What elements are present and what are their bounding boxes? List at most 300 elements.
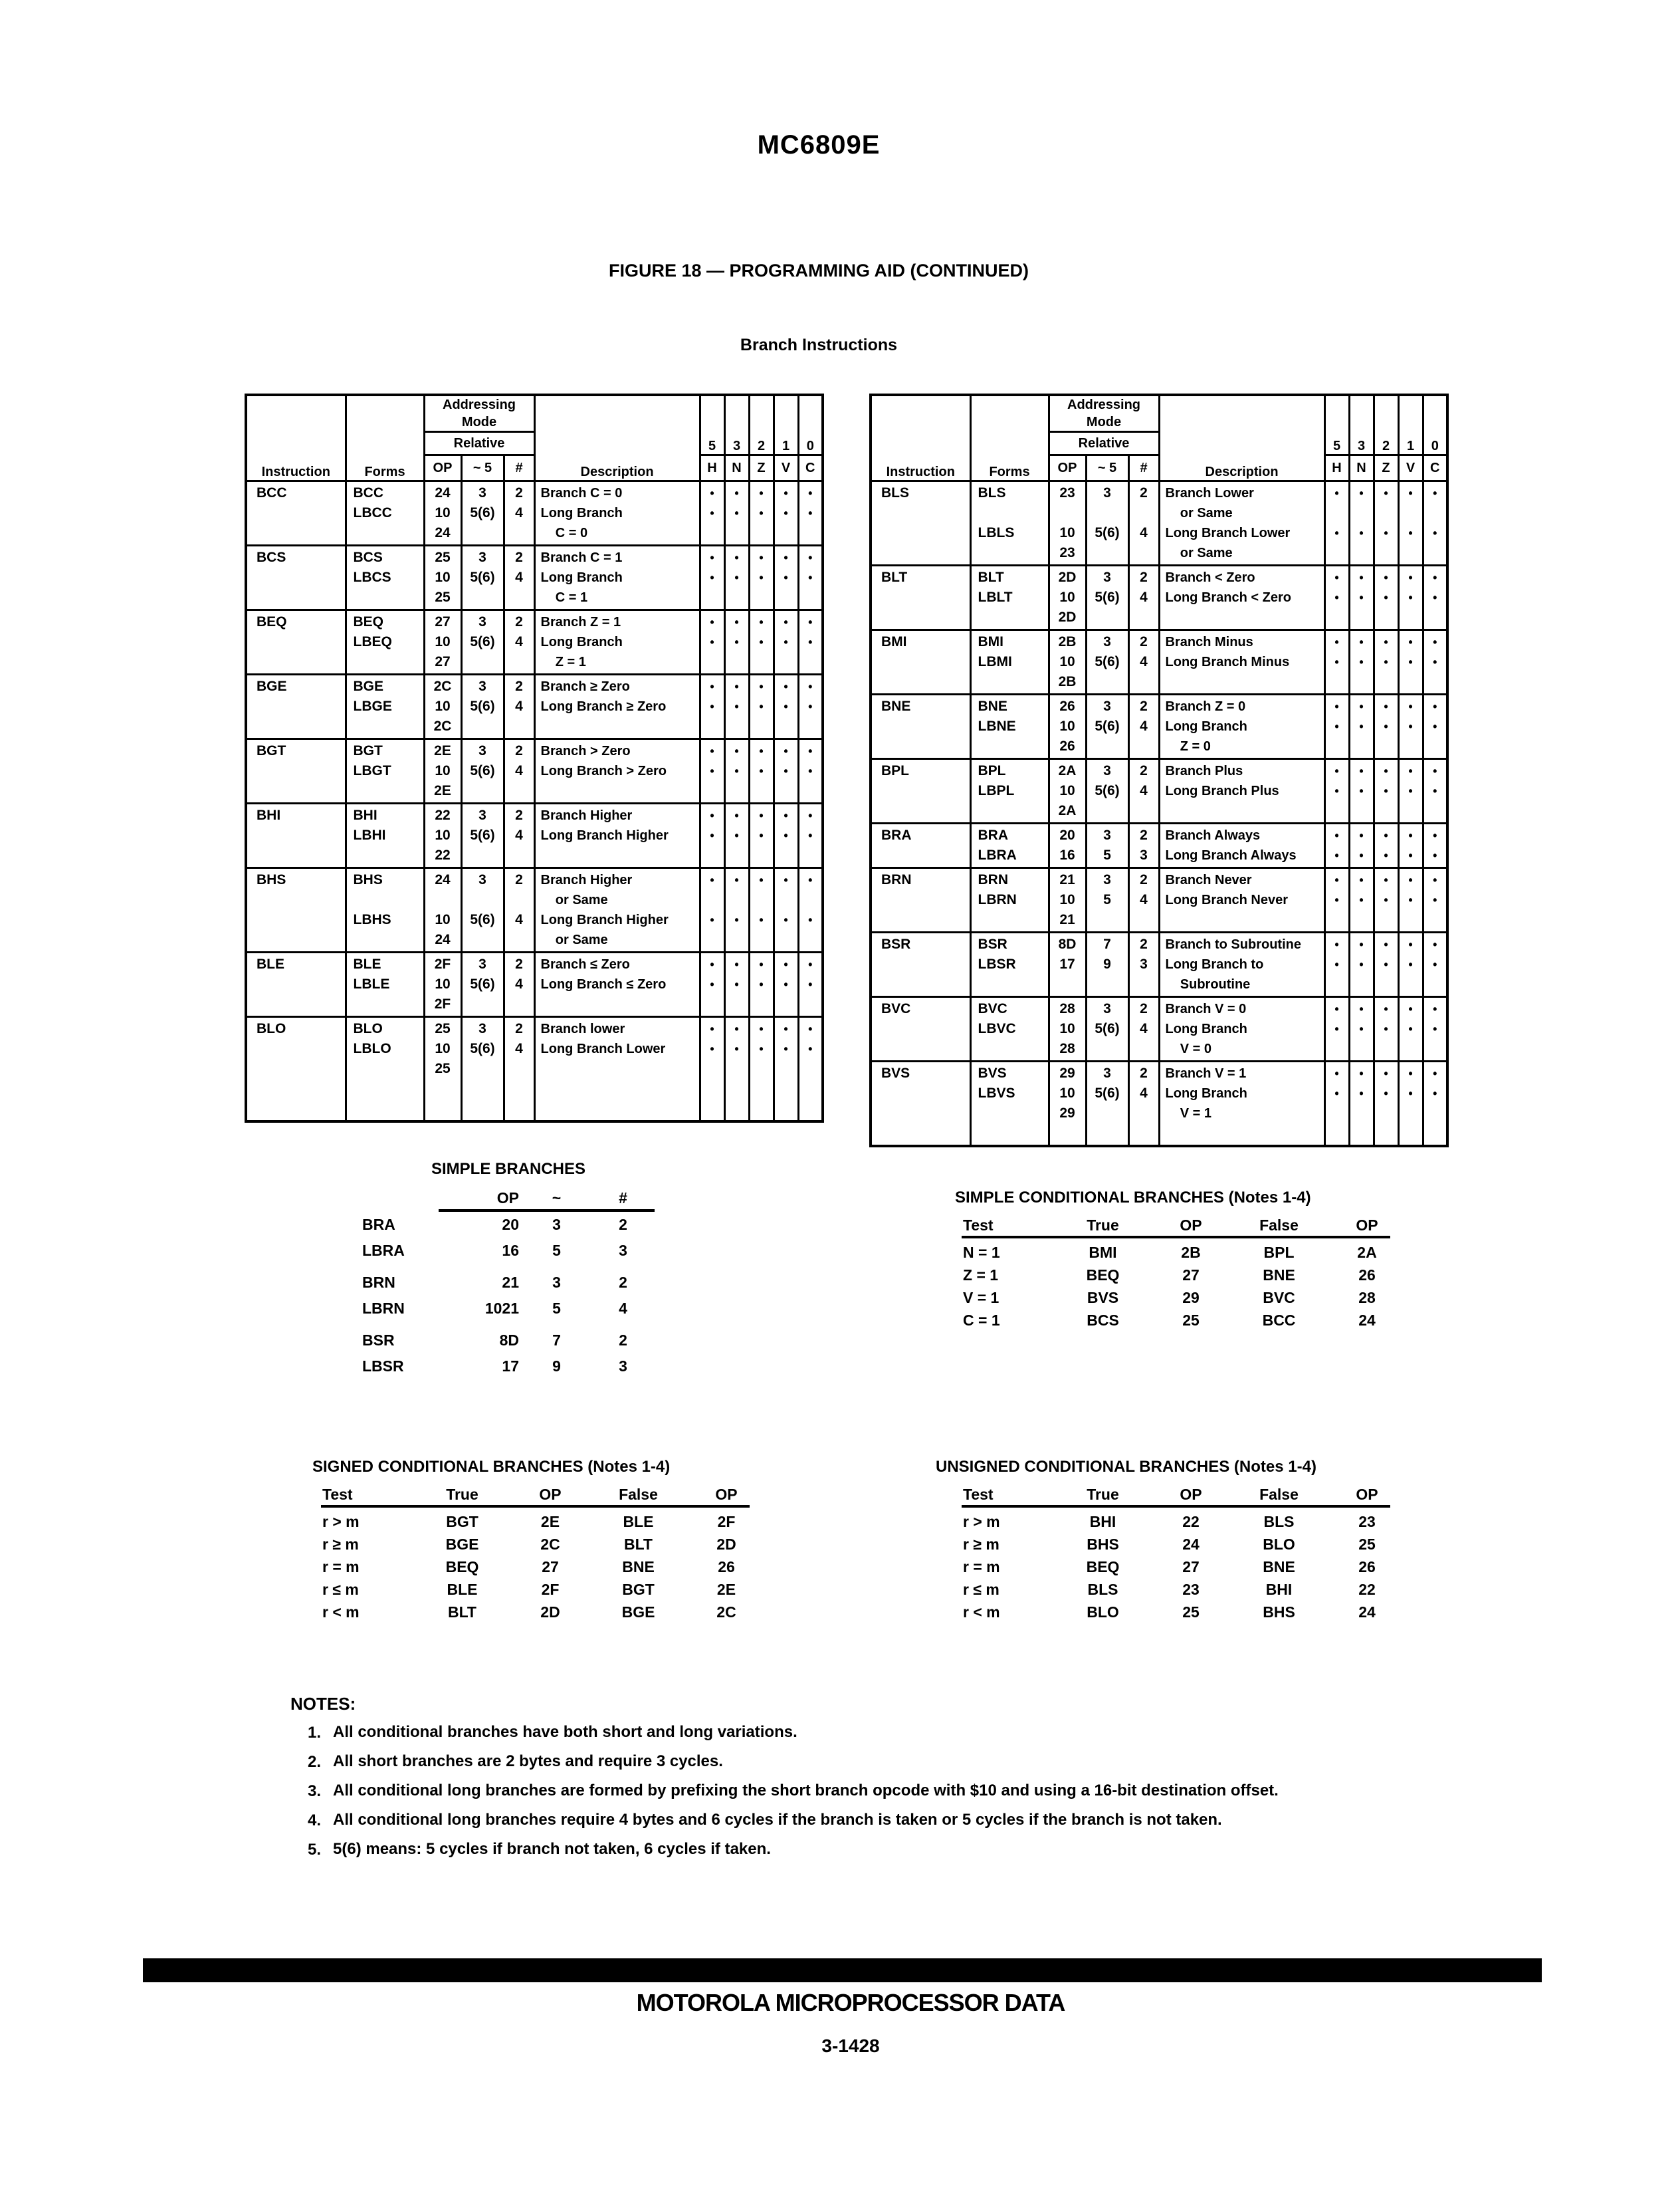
cond-cell: BLE (447, 1581, 478, 1598)
simple-branches-col-header: OP (439, 1188, 522, 1212)
cc-dot: • (1433, 700, 1437, 713)
cc-dot: • (710, 809, 714, 822)
cell-bytes: 2 4 (504, 675, 534, 739)
cc-dot: • (710, 551, 714, 564)
simple-conditional-branches-table (955, 1189, 1420, 1331)
cell-description: Branch Z = 1 Long Branch Z = 1 (534, 610, 700, 675)
unsigned-conditional-branches-table (936, 1458, 1420, 1623)
cell-description: Branch lower Long Branch Lower (534, 1017, 700, 1122)
cc-dot (1326, 737, 1348, 756)
cell-cc-flag (1398, 997, 1423, 1062)
cell-cycles: 3 5(6) (461, 546, 504, 610)
cc-dot: • (734, 809, 739, 822)
cell-cycles: 3 5(6) (461, 868, 504, 953)
cc-dot: • (784, 487, 788, 500)
col-header-bytes: # (504, 455, 534, 481)
cell-bytes: 2 4 (504, 953, 534, 1017)
cc-dot: • (784, 700, 788, 713)
col-header-forms: Forms (970, 395, 1049, 481)
cc-dot: • (1408, 893, 1413, 907)
cond-cell: BVC (1263, 1289, 1295, 1306)
simple-branches-cell: 8D (499, 1331, 519, 1349)
cell-cc-flag (749, 1017, 774, 1122)
cc-dot: • (1408, 958, 1413, 971)
cc-dot: • (784, 764, 788, 778)
cell-bytes: 2 4 (1128, 868, 1159, 933)
cell-instruction: BSR (871, 933, 970, 997)
simple-branches-cell: BRN (362, 1274, 395, 1291)
cc-dot: • (808, 913, 813, 927)
cc-dot (701, 890, 724, 910)
cond-cell: BNE (622, 1558, 655, 1575)
cell-instruction: BLO (246, 1017, 346, 1122)
cond-cell: 2D (540, 1603, 560, 1621)
cell-cc-flag (774, 1017, 798, 1122)
cell-cc-flag (1349, 481, 1374, 566)
cell-cc-flag (1398, 481, 1423, 566)
cell-cc-flag (1398, 630, 1423, 695)
cell-cycles: 3 5(6) (461, 675, 504, 739)
unsigned-conditional-branches-grid (962, 1485, 1420, 1504)
cc-dot (701, 1099, 724, 1119)
simple-branches-title: SIMPLE BRANCHES (431, 1160, 586, 1178)
cell-cc-flag (774, 546, 798, 610)
cc-dot: • (1384, 700, 1388, 713)
cc-dot: • (1433, 938, 1437, 951)
cell-op: 27 10 27 (424, 610, 461, 675)
cell-cc-flag (724, 610, 749, 675)
cell-op: 2F 10 2F (424, 953, 461, 1017)
cell-cc-flag (774, 868, 798, 953)
cc-dot (799, 523, 822, 543)
cell-description: Branch Higher or Same Long Branch Higher or Same (534, 868, 700, 953)
cell-instruction: BCS (246, 546, 346, 610)
cc-dot: • (734, 616, 739, 629)
cc-dot: • (808, 764, 813, 778)
cond-cell: BPL (1263, 1244, 1295, 1261)
cc-dot (1400, 975, 1422, 994)
cc-dot (1375, 910, 1398, 930)
cell-cc-flag (749, 546, 774, 610)
cond-cell: 24 (1358, 1312, 1376, 1329)
cc-dot: • (1334, 764, 1339, 778)
cond-cell: 2E (540, 1513, 560, 1530)
cell-cc-flag (1423, 1062, 1447, 1147)
cc-dot: • (734, 680, 739, 693)
cc-dot: • (808, 551, 813, 564)
cell-cc-flag (798, 481, 823, 546)
cond-cell: BGE (621, 1603, 655, 1621)
cc-dot: • (1334, 1002, 1339, 1016)
cc-dot (726, 1059, 748, 1079)
cell-cc-flag (774, 675, 798, 739)
cc-dot: • (1334, 487, 1339, 500)
cond-cell: Z = 1 (963, 1266, 999, 1284)
simple-branches-cell: 3 (619, 1242, 627, 1259)
cc-dot (750, 781, 773, 801)
cell-cc-flag (700, 953, 724, 1017)
note-text: All short branches are 2 bytes and require 3 cycles. (333, 1752, 723, 1770)
cond-cell: 2F (717, 1513, 736, 1530)
cell-bytes: 2 4 (504, 481, 534, 546)
cc-dot: • (710, 1042, 714, 1056)
cc-dot: • (710, 978, 714, 991)
cell-instruction: BLE (246, 953, 346, 1017)
cond-cell: BNE (1263, 1558, 1295, 1575)
cc-dot: • (1408, 764, 1413, 778)
cell-instruction: BHS (246, 868, 346, 953)
cond-cell: 2E (716, 1581, 736, 1598)
cond-col-header: OP (539, 1486, 562, 1503)
simple-conditional-branches-grid (962, 1216, 1420, 1234)
cell-op: 26 10 26 (1049, 695, 1086, 759)
notes-section (290, 1694, 1626, 1870)
cell-description: Branch > Zero Long Branch > Zero (534, 739, 700, 804)
cond-cell: r > m (963, 1513, 1000, 1530)
cell-bytes: 2 4 (1128, 695, 1159, 759)
cc-dot: • (784, 680, 788, 693)
cell-forms: BCC LBCC (346, 481, 424, 546)
cc-dot (750, 1079, 773, 1099)
cc-dot: • (710, 873, 714, 887)
cond-cell: 23 (1182, 1581, 1200, 1598)
cond-cell: 25 (1358, 1536, 1376, 1553)
col-header-addressing-mode: Addressing Mode (424, 395, 534, 432)
cond-cell: 27 (542, 1558, 559, 1575)
cc-dot (1350, 910, 1373, 930)
cc-dot: • (1408, 1067, 1413, 1080)
cc-dot (1375, 503, 1398, 523)
cc-dot: • (1359, 829, 1364, 842)
cell-cc-flag (1423, 824, 1447, 868)
col-header-flag: V (1398, 455, 1423, 481)
cc-dot (1326, 543, 1348, 563)
cc-dot: • (1359, 1087, 1364, 1100)
col-header-flag: H (1324, 455, 1349, 481)
cell-cc-flag (1324, 759, 1349, 824)
cc-dot (1400, 1123, 1422, 1143)
cond-cell: BLT (623, 1536, 653, 1553)
cc-dot: • (759, 551, 764, 564)
cell-cc-flag (749, 739, 774, 804)
cc-dot: • (784, 507, 788, 520)
cc-dot: • (1384, 655, 1388, 669)
cell-cc-flag (700, 868, 724, 953)
cell-cycles: 3 5(6) (461, 953, 504, 1017)
cell-forms: BLS LBLS (970, 481, 1049, 566)
cc-dot (1350, 608, 1373, 628)
cc-dot: • (784, 809, 788, 822)
col-header-flag: C (798, 455, 823, 481)
cc-dot (726, 717, 748, 737)
cell-forms: BVC LBVC (970, 997, 1049, 1062)
cell-cc-flag (700, 1017, 724, 1122)
simple-branches-cell: 9 (552, 1357, 561, 1375)
instruction-row-BRA (871, 824, 1447, 868)
cc-dot: • (759, 1042, 764, 1056)
footer-divider-bar (143, 1958, 1542, 1982)
cond-cell: V = 1 (963, 1289, 999, 1306)
cc-dot (1326, 1123, 1348, 1143)
cc-dot (1400, 910, 1422, 930)
cc-dot (799, 588, 822, 608)
cc-dot: • (1334, 655, 1339, 669)
cc-dot: • (1408, 591, 1413, 604)
cc-dot: • (1408, 526, 1413, 540)
cc-dot: • (1334, 526, 1339, 540)
cc-dot: • (1433, 720, 1437, 733)
unsigned-conditional-branches-title: UNSIGNED CONDITIONAL BRANCHES (Notes 1-4) (936, 1458, 1316, 1476)
cc-dot (726, 930, 748, 950)
cc-dot: • (808, 873, 813, 887)
cell-cc-flag (1349, 997, 1374, 1062)
cc-dot (726, 781, 748, 801)
cc-dot: • (710, 745, 714, 758)
cell-cc-flag (724, 804, 749, 868)
cond-cell: 2C (716, 1603, 736, 1621)
cc-dot: • (1334, 938, 1339, 951)
cc-dot (1400, 503, 1422, 523)
cc-dot: • (1334, 958, 1339, 971)
col-header-instruction: Instruction (246, 395, 346, 481)
cc-dot (726, 523, 748, 543)
cc-dot: • (1359, 958, 1364, 971)
instruction-row-BCS (246, 546, 823, 610)
cond-cell: 25 (1182, 1312, 1200, 1329)
cc-dot: • (1384, 893, 1388, 907)
cond-cell: r ≥ m (322, 1536, 359, 1553)
cc-dot (799, 930, 822, 950)
cc-dot: • (759, 764, 764, 778)
cell-cc-flag (1398, 759, 1423, 824)
cc-dot: • (1433, 1067, 1437, 1080)
cc-dot: • (734, 1022, 739, 1036)
cc-dot: • (1334, 849, 1339, 862)
cell-cc-flag (1423, 566, 1447, 630)
cond-cell: 24 (1358, 1603, 1376, 1621)
cc-dot (775, 588, 797, 608)
cc-dot (701, 994, 724, 1014)
col-header-cycles: ~ 5 (1086, 455, 1128, 481)
cond-cell: 24 (1182, 1536, 1200, 1553)
cc-dot (1326, 1039, 1348, 1059)
cc-dot: • (1384, 487, 1388, 500)
cc-dot: • (1359, 655, 1364, 669)
cell-op: 25 10 25 (424, 546, 461, 610)
cond-cell: r > m (322, 1513, 360, 1530)
cc-dot: • (710, 571, 714, 584)
simple-branches-grid (362, 1188, 658, 1379)
cond-cell: BMI (1089, 1244, 1117, 1261)
cond-cell: 29 (1182, 1289, 1200, 1306)
instruction-row-BGE (246, 675, 823, 739)
cond-cell: 2B (1181, 1244, 1201, 1261)
cell-op: 23 10 23 (1049, 481, 1086, 566)
cc-dot (775, 1059, 797, 1079)
cond-cell: N = 1 (963, 1244, 1000, 1261)
note-text: 5(6) means: 5 cycles if branch not taken, 6 cycles if taken. (333, 1840, 771, 1858)
instruction-row-BLE (246, 953, 823, 1017)
cell-bytes: 2 4 (504, 739, 534, 804)
simple-branches-cell: LBRA (362, 1242, 405, 1259)
cell-description: Branch V = 1 Long Branch V = 1 (1159, 1062, 1324, 1147)
cell-forms: BNE LBNE (970, 695, 1049, 759)
note-number: 1. (307, 1724, 321, 1742)
cc-dot: • (1384, 1087, 1388, 1100)
simple-branches-cell: 2 (619, 1274, 627, 1291)
cond-cell: BHS (1263, 1603, 1295, 1621)
cond-cell: BHS (1087, 1536, 1119, 1553)
cell-forms: BHS LBHS (346, 868, 424, 953)
cell-bytes: 2 4 (504, 546, 534, 610)
cell-description: Branch C = 1 Long Branch C = 1 (534, 546, 700, 610)
cc-dot (1424, 1039, 1447, 1059)
page-title: MC6809E (757, 130, 881, 160)
cell-instruction: BGT (246, 739, 346, 804)
cell-cc-flag (774, 739, 798, 804)
col-header-flag-bit: 3 (1349, 395, 1374, 455)
cc-dot: • (1359, 526, 1364, 540)
cc-dot: • (710, 829, 714, 842)
cc-dot: • (808, 829, 813, 842)
cell-forms: BRN LBRN (970, 868, 1049, 933)
cell-cc-flag (1349, 933, 1374, 997)
cc-dot: • (1433, 849, 1437, 862)
cc-dot (701, 930, 724, 950)
cell-instruction: BVC (871, 997, 970, 1062)
cc-dot (1326, 975, 1348, 994)
cc-dot (1375, 975, 1398, 994)
cc-dot: • (1384, 571, 1388, 584)
cc-dot (1350, 1123, 1373, 1143)
cc-dot: • (734, 978, 739, 991)
cc-dot (799, 717, 822, 737)
cc-dot: • (1334, 635, 1339, 649)
cell-op: 2E 10 2E (424, 739, 461, 804)
cc-dot: • (1359, 849, 1364, 862)
cell-cc-flag (1374, 566, 1398, 630)
cc-dot (1326, 608, 1348, 628)
cell-cc-flag (1423, 868, 1447, 933)
cond-col-header: False (1259, 1486, 1299, 1503)
cond-cell: BHI (1265, 1581, 1293, 1598)
cc-dot (1375, 801, 1398, 821)
instruction-row-BMI (871, 630, 1447, 695)
simple-branches-cell: 5 (552, 1242, 561, 1259)
cc-dot: • (734, 571, 739, 584)
cc-dot: • (1408, 938, 1413, 951)
cc-dot: • (759, 873, 764, 887)
instruction-row-BHI (246, 804, 823, 868)
cell-cc-flag (1324, 824, 1349, 868)
cc-dot: • (1433, 487, 1437, 500)
cond-cell: 27 (1182, 1266, 1200, 1284)
notes-list (290, 1724, 1626, 1859)
cell-instruction: BEQ (246, 610, 346, 675)
cell-cc-flag (1349, 824, 1374, 868)
cond-cell: 22 (1182, 1513, 1200, 1530)
cc-dot: • (734, 700, 739, 713)
cc-dot (750, 717, 773, 737)
cell-cc-flag (749, 610, 774, 675)
cell-cc-flag (774, 481, 798, 546)
cc-dot (1350, 543, 1373, 563)
cc-dot: • (808, 680, 813, 693)
cell-forms: BCS LBCS (346, 546, 424, 610)
cell-cc-flag (1374, 630, 1398, 695)
signed-conditional-branches-rows (321, 1510, 780, 1623)
cc-dot: • (1433, 655, 1437, 669)
cc-dot (1375, 737, 1398, 756)
cc-dot: • (808, 809, 813, 822)
cond-cell: BGE (445, 1536, 479, 1553)
cell-op: 20 16 (1049, 824, 1086, 868)
cell-cc-flag (1324, 566, 1349, 630)
cell-cc-flag (1398, 1062, 1423, 1147)
cond-cell: 27 (1182, 1558, 1200, 1575)
cell-cc-flag (1374, 933, 1398, 997)
note-number: 4. (307, 1811, 321, 1829)
cc-dot: • (759, 978, 764, 991)
cell-cc-flag (1324, 997, 1349, 1062)
simple-branches-cell: 5 (552, 1300, 561, 1317)
cc-dot (1424, 672, 1447, 692)
cc-dot (1326, 801, 1348, 821)
cc-dot: • (808, 507, 813, 520)
cc-dot: • (710, 958, 714, 971)
cond-cell: r < m (963, 1603, 1000, 1621)
cc-dot: • (759, 958, 764, 971)
col-header-forms: Forms (346, 395, 424, 481)
cc-dot: • (1359, 938, 1364, 951)
cc-dot: • (1334, 1022, 1339, 1036)
cc-dot: • (1359, 571, 1364, 584)
cell-cycles: 3 5(6) (1086, 566, 1128, 630)
simple-branches-col-header (362, 1188, 439, 1212)
cc-dot: • (1384, 958, 1388, 971)
cell-cc-flag (1423, 933, 1447, 997)
cell-cc-flag (1324, 630, 1349, 695)
cc-dot: • (710, 913, 714, 927)
cc-dot (726, 652, 748, 672)
col-header-flag-bit: 0 (798, 395, 823, 455)
simple-branches-cell: 20 (502, 1216, 519, 1233)
cc-dot: • (1334, 591, 1339, 604)
cond-col-header: False (1259, 1216, 1299, 1234)
cc-dot: • (1408, 873, 1413, 887)
cc-dot (1375, 1103, 1398, 1123)
cell-cc-flag (1398, 868, 1423, 933)
cc-dot: • (1433, 1022, 1437, 1036)
cell-forms: BGT LBGT (346, 739, 424, 804)
cc-dot: • (1384, 938, 1388, 951)
cc-dot (799, 781, 822, 801)
cond-col-header: OP (1180, 1486, 1202, 1503)
cc-dot: • (784, 829, 788, 842)
cc-dot (799, 652, 822, 672)
cell-op: 2A 10 2A (1049, 759, 1086, 824)
cell-instruction: BNE (871, 695, 970, 759)
cc-dot: • (710, 487, 714, 500)
col-header-description: Description (1159, 395, 1324, 481)
cc-dot (701, 717, 724, 737)
cell-description: Branch C = 0 Long Branch C = 0 (534, 481, 700, 546)
cell-op: 2D 10 2D (1049, 566, 1086, 630)
note-text: All conditional branches have both short and long variations. (333, 1723, 797, 1741)
cc-dot (1424, 801, 1447, 821)
cell-cc-flag (1324, 868, 1349, 933)
cond-cell: C = 1 (963, 1312, 1000, 1329)
